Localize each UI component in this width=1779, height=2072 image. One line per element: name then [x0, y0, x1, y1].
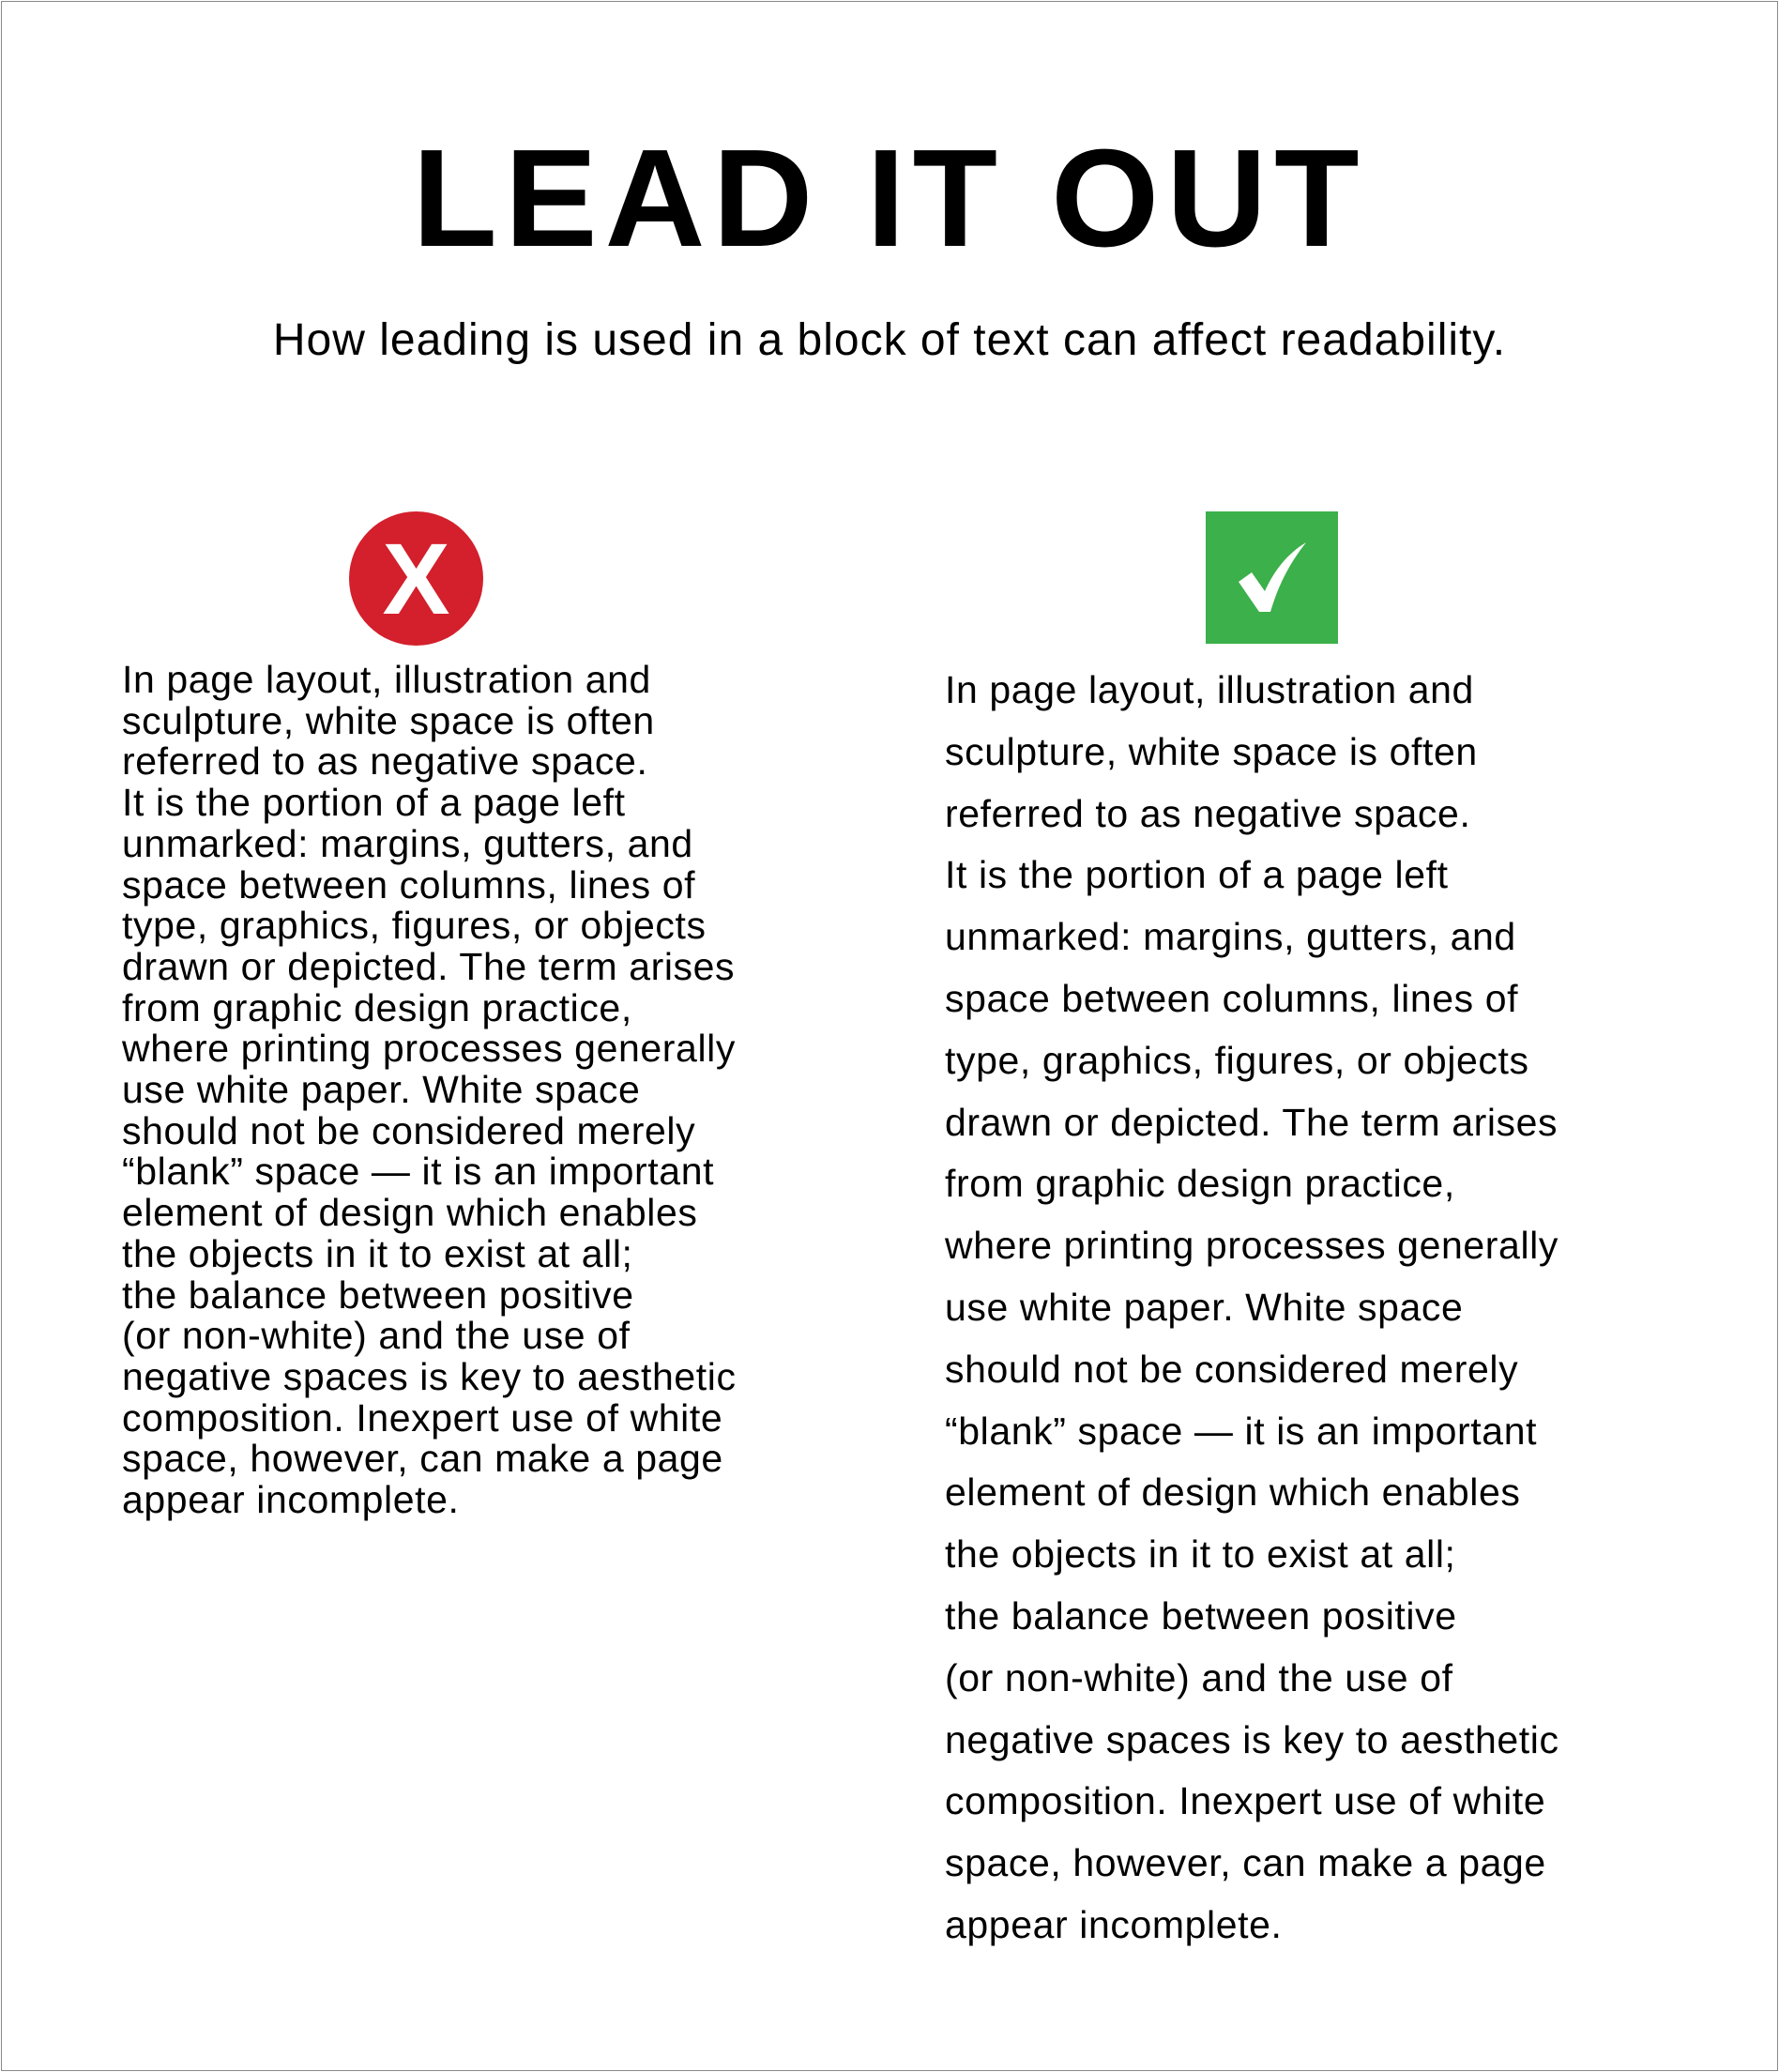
- text-line: drawn or depicted. The term arises: [945, 1100, 1559, 1144]
- text-line: (or non-white) and the use of: [122, 1314, 631, 1358]
- page-title: LEAD IT OUT: [412, 121, 1367, 276]
- text-line: drawn or depicted. The term arises: [122, 944, 736, 988]
- text-line: space, however, can make a page: [122, 1437, 723, 1481]
- text-line: composition. Inexpert use of white: [122, 1395, 723, 1440]
- text-line: type, graphics, figures, or objects: [945, 1038, 1529, 1082]
- text-line: element of design which enables: [945, 1470, 1521, 1515]
- text-line: referred to as negative space.: [122, 739, 648, 784]
- text-line: sculpture, white space is often: [945, 729, 1478, 773]
- text-line: composition. Inexpert use of white: [945, 1779, 1546, 1823]
- text-line: unmarked: margins, gutters, and: [945, 915, 1516, 959]
- loose-leading-paragraph: [945, 660, 1714, 1957]
- text-line: space, however, can make a page: [945, 1841, 1546, 1885]
- text-line: unmarked: margins, gutters, and: [122, 821, 693, 865]
- text-line: “blank” space — it is an important: [945, 1409, 1538, 1453]
- text-line: space between columns, lines of: [122, 862, 696, 906]
- text-line: (or non-white) and the use of: [945, 1655, 1453, 1699]
- text-line: the objects in it to exist at all;: [945, 1532, 1456, 1577]
- tight-leading-paragraph: [122, 660, 891, 1521]
- text-line: type, graphics, figures, or objects: [122, 904, 707, 948]
- text-line: the balance between positive: [945, 1593, 1457, 1638]
- text-line: referred to as negative space.: [945, 791, 1471, 835]
- text-line: the objects in it to exist at all;: [122, 1231, 633, 1275]
- text-line: where printing processes generally: [122, 1027, 736, 1071]
- text-line: It is the portion of a page left: [122, 781, 626, 825]
- text-line: from graphic design practice,: [945, 1162, 1455, 1206]
- text-line: In page layout, illustration and: [945, 668, 1474, 711]
- text-line: should not be considered merely: [945, 1347, 1519, 1391]
- text-line: where printing processes generally: [945, 1224, 1559, 1268]
- text-line: negative spaces is key to aesthetic: [945, 1717, 1559, 1761]
- text-line: appear incomplete.: [945, 1902, 1283, 1946]
- text-line: element of design which enables: [122, 1191, 698, 1235]
- text-line: should not be considered merely: [122, 1108, 696, 1152]
- checkmark-icon: [1206, 511, 1338, 644]
- text-line: It is the portion of a page left: [945, 853, 1449, 897]
- text-line: negative spaces is key to aesthetic: [122, 1354, 737, 1398]
- text-line: from graphic design practice,: [122, 985, 632, 1029]
- x-icon: [349, 511, 483, 646]
- text-line: appear incomplete.: [122, 1478, 460, 1522]
- text-line: sculpture, white space is often: [122, 698, 655, 742]
- text-line: use white paper. White space: [122, 1068, 641, 1112]
- text-line: the balance between positive: [122, 1272, 634, 1317]
- page-subtitle: How leading is used in a block of text can affect readability.: [272, 315, 1507, 365]
- text-line: use white paper. White space: [945, 1285, 1464, 1329]
- text-line: “blank” space — it is an important: [122, 1150, 715, 1194]
- text-line: In page layout, illustration and: [122, 658, 651, 701]
- text-line: space between columns, lines of: [945, 976, 1519, 1020]
- x-icon-glyph: X: [382, 521, 450, 635]
- checkmark-icon-glyph: [1233, 539, 1312, 617]
